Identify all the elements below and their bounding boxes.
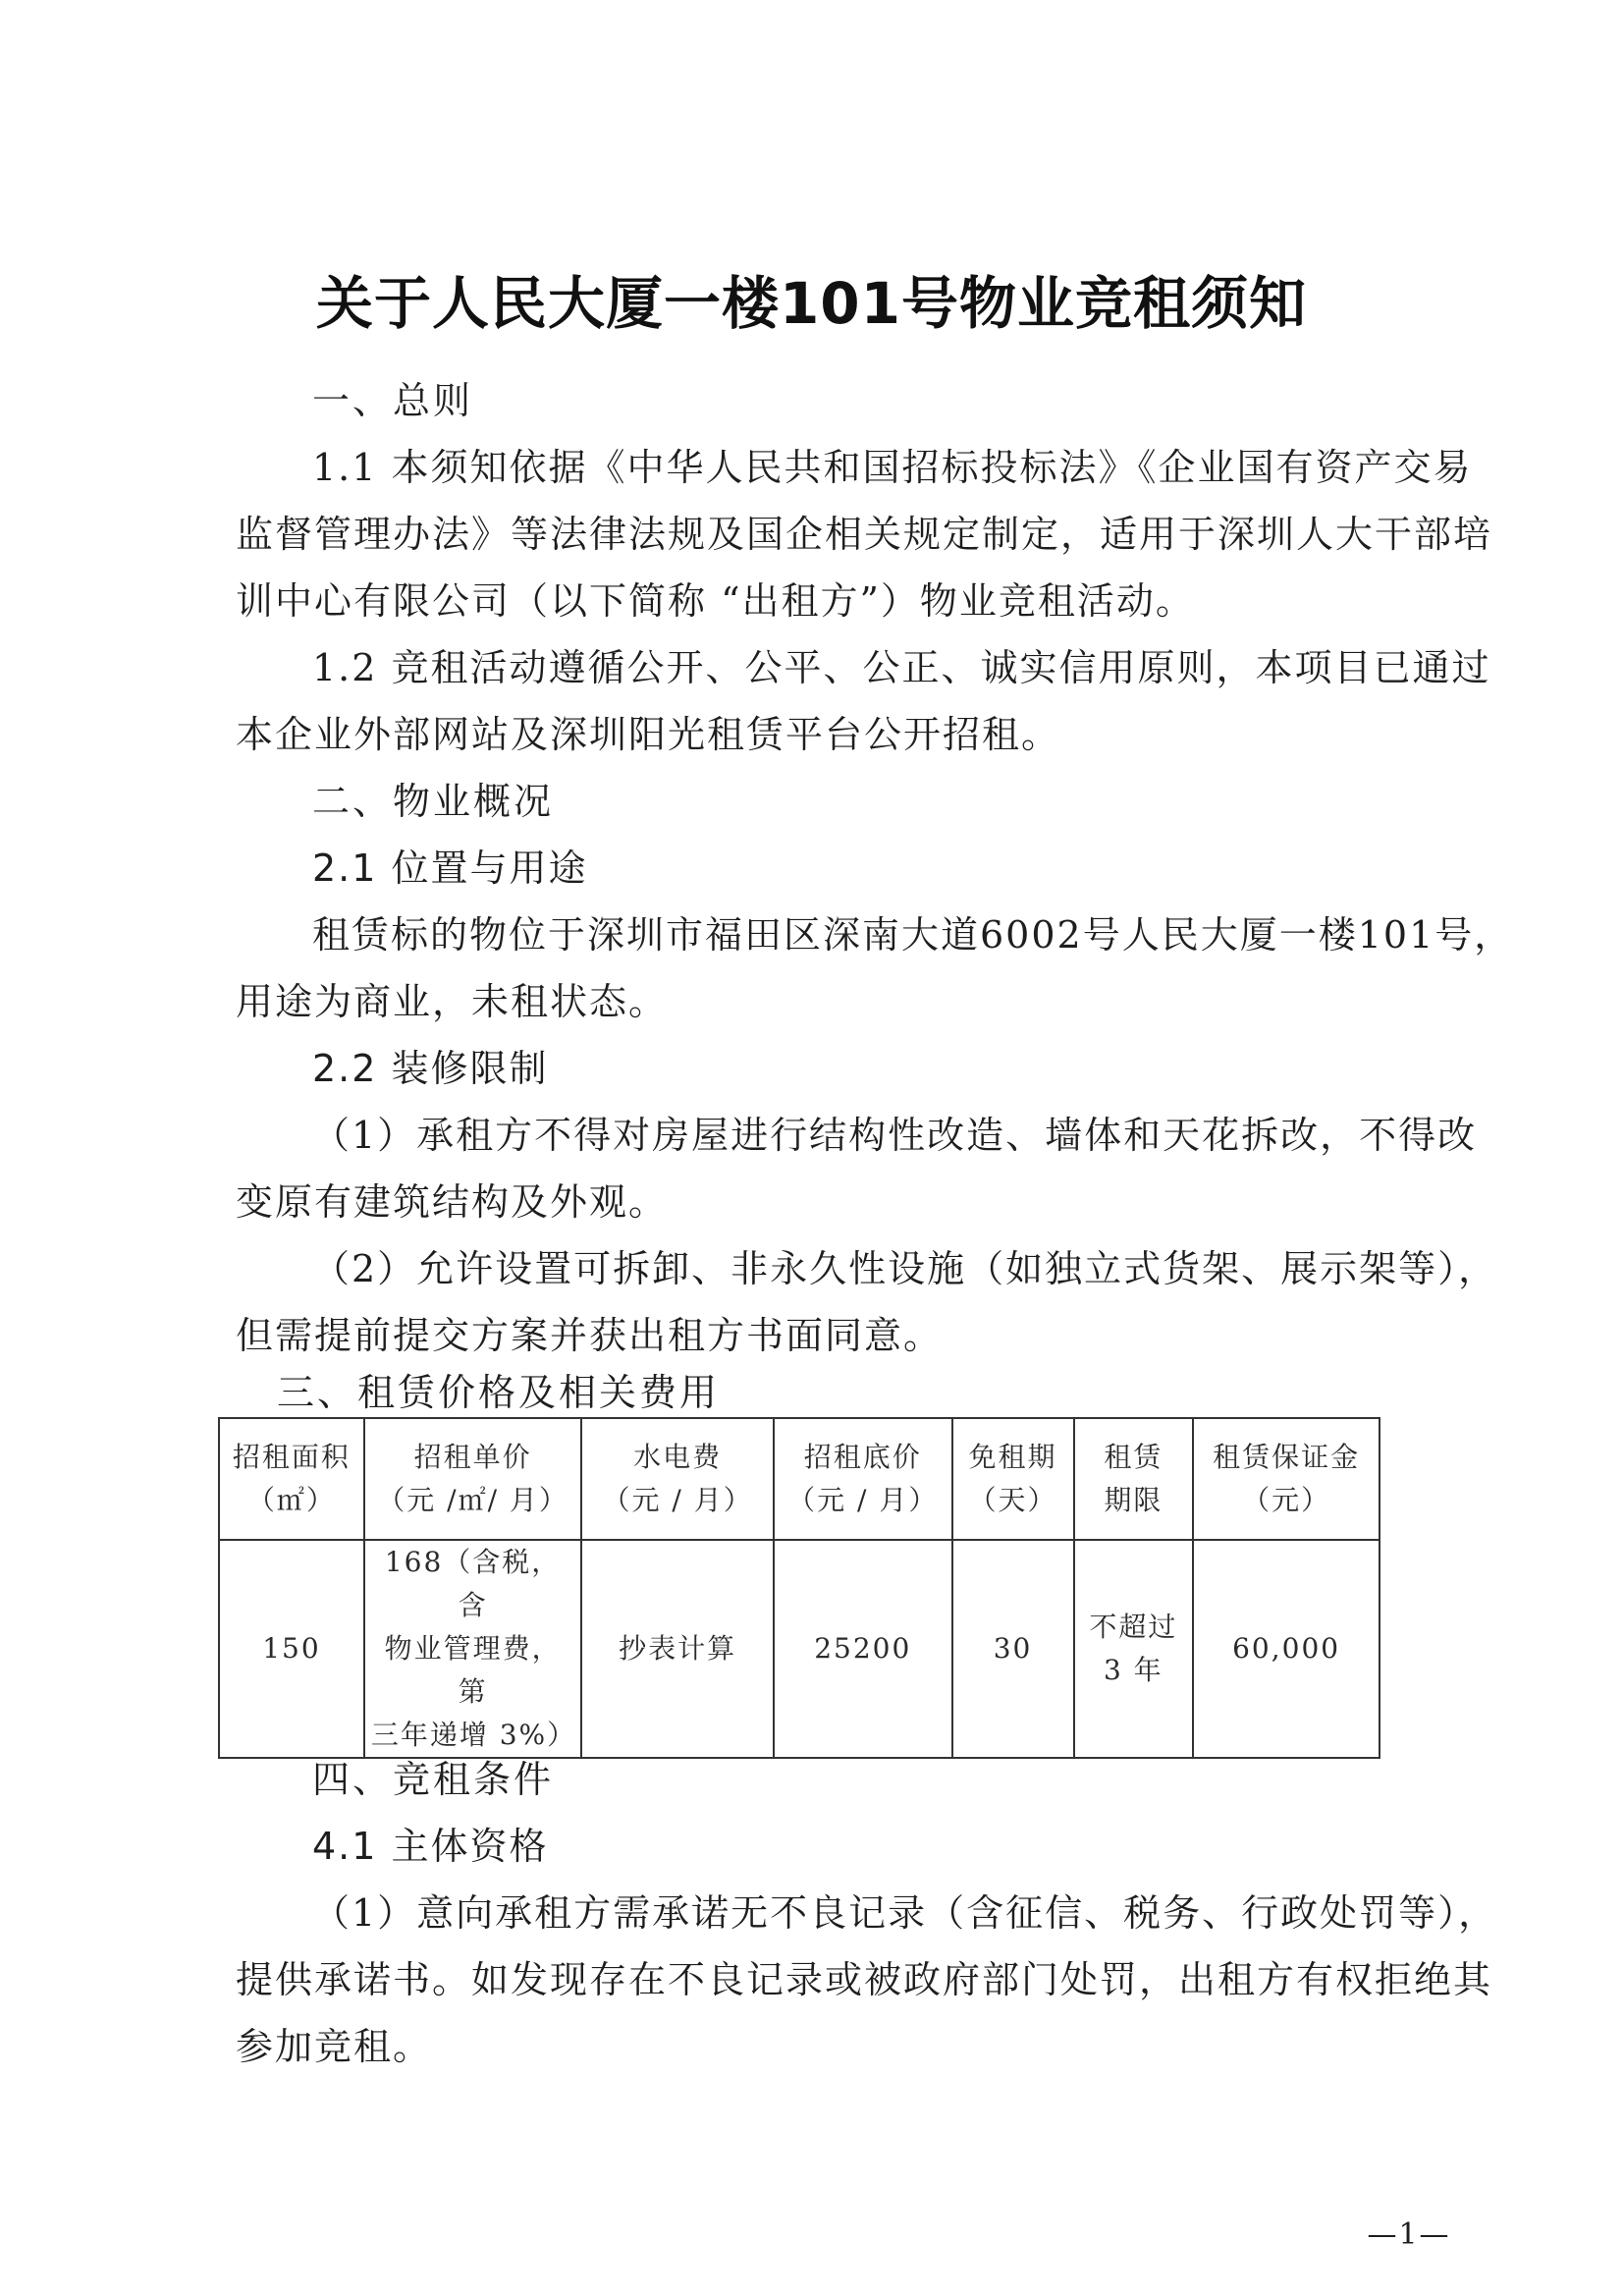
paragraph-line: 租赁标的物位于深圳市福田区深南大道6002号人民大厦一楼101号， — [312, 913, 1514, 957]
cell-lease-term: 不超过 3 年 — [1074, 1540, 1194, 1758]
paragraph-line: 用途为商业，未租状态。 — [236, 980, 669, 1023]
section-heading-property-overview: 二、物业概况 — [312, 780, 555, 823]
cell-free-period: 30 — [952, 1540, 1074, 1758]
paragraph-line: 1.2 竞租活动遵循公开、公平、公正、诚实信用原则，本项目已通过 — [312, 646, 1491, 689]
header-area: 招租面积 （㎡） — [219, 1418, 364, 1540]
paragraph-line: （2）允许设置可拆卸、非永久性设施（如独立式货架、展示架等）， — [312, 1247, 1498, 1290]
subsection-heading-eligibility: 4.1 主体资格 — [312, 1825, 549, 1868]
header-lease-term: 租赁 期限 — [1074, 1418, 1194, 1540]
paragraph-line: 变原有建筑结构及外观。 — [236, 1180, 669, 1224]
rent-price-table — [218, 1417, 1380, 1759]
paragraph-line: （1）意向承租方需承诺无不良记录（含征信、税务、行政处罚等）， — [312, 1891, 1498, 1935]
paragraph-line: 提供承诺书。如发现存在不良记录或被政府部门处罚，出租方有权拒绝其 — [236, 1958, 1493, 2001]
cell-base-price: 25200 — [774, 1540, 952, 1758]
header-base-price: 招租底价 （元 / 月） — [774, 1418, 952, 1540]
paragraph-line: 训中心有限公司（以下简称 “出租方”）物业竞租活动。 — [236, 579, 1195, 623]
header-unit-price: 招租单价 （元 /㎡/ 月） — [364, 1418, 582, 1540]
header-free-period: 免租期 （天） — [952, 1418, 1074, 1540]
cell-deposit: 60,000 — [1193, 1540, 1380, 1758]
document-title: 关于人民大厦一楼101号物业竞租须知 — [315, 270, 1308, 337]
cell-area: 150 — [219, 1540, 364, 1758]
paragraph-line: 本企业外部网站及深圳阳光租赁平台公开招租。 — [236, 713, 1061, 756]
table-row — [219, 1540, 1380, 1758]
subsection-heading-location: 2.1 位置与用途 — [312, 847, 588, 890]
paragraph-line: 1.1 本须知依据《中华人民共和国招标投标法》《企业国有资产交易 — [312, 446, 1473, 489]
section-heading-general: 一、总则 — [312, 379, 474, 422]
cell-unit-price: 168（含税，含 物业管理费，第 三年递增 3%） — [364, 1540, 582, 1758]
header-utilities: 水电费 （元 / 月） — [581, 1418, 774, 1540]
page-number: —1— — [1367, 2217, 1451, 2252]
section-heading-rent-price: 三、租赁价格及相关费用 — [277, 1371, 721, 1414]
cell-utilities: 抄表计算 — [581, 1540, 774, 1758]
paragraph-line: （1）承租方不得对房屋进行结构性改造、墙体和天花拆改，不得改 — [312, 1114, 1478, 1157]
paragraph-line: 监督管理办法》等法律法规及国企相关规定制定，适用于深圳人大干部培 — [236, 513, 1493, 556]
header-deposit: 租赁保证金 （元） — [1193, 1418, 1380, 1540]
subsection-heading-renovation: 2.2 装修限制 — [312, 1047, 549, 1090]
table-header-row — [219, 1418, 1380, 1540]
paragraph-line: 参加竞租。 — [236, 2025, 433, 2068]
paragraph-line: 但需提前提交方案并获出租方书面同意。 — [236, 1314, 944, 1357]
section-heading-conditions: 四、竞租条件 — [312, 1758, 555, 1801]
